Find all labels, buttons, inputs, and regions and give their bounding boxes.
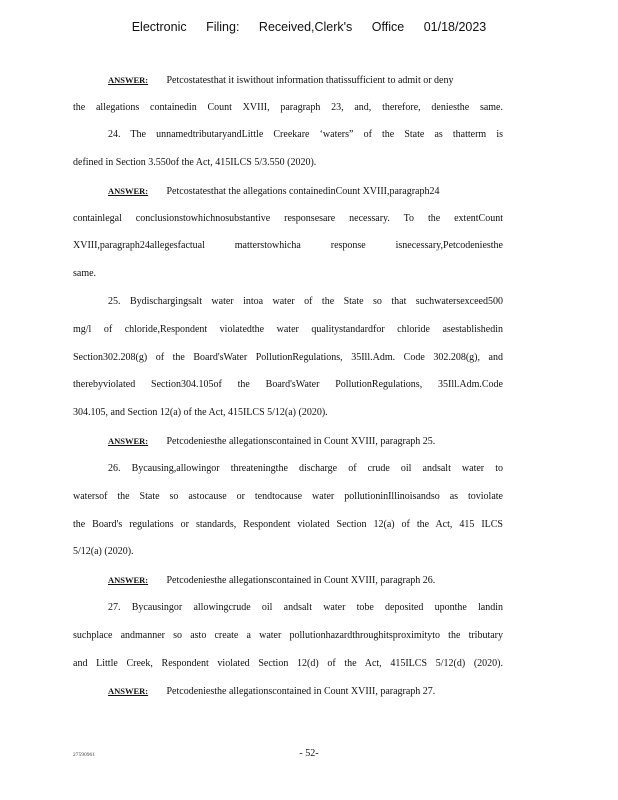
answer-label: ANSWER: xyxy=(108,686,149,696)
body-line: and Little Creek, Respondent violated Section 12(d) of the Act, 415ILCS 5/12(d) (2020). xyxy=(73,658,503,669)
body-line: 5/12(a) (2020). xyxy=(73,546,134,557)
answer-text: Petcostatesthat it iswithout information thatissufficient to admit or deny xyxy=(166,75,454,86)
answer-text: Petcodeniesthe allegationscontained in Count XVIII, paragraph 25. xyxy=(166,436,436,447)
body-line: XVIII,paragraph24allegesfactual matterstowhicha response isnecessary,Petcodeniesthe xyxy=(73,240,503,251)
header-electronic: Electronic xyxy=(131,20,187,34)
header-received-clerks: Received,Clerk's xyxy=(258,20,353,34)
answer-paragraph-25 xyxy=(108,434,503,449)
paragraph-24-start: 24. The unnamedtributaryandLittle Creekare ‘waters” of the State as thatterm is xyxy=(108,129,503,140)
answer-text: Petcodeniesthe allegationscontained in Count XVIII, paragraph 26. xyxy=(166,575,436,586)
answer-paragraph-24 xyxy=(108,184,503,199)
paragraph-26-start: 26. Bycausing,allowingor threateningthe discharge of crude oil andsalt water to xyxy=(108,463,503,474)
body-line: 304.105, and Section 12(a) of the Act, 415ILCS 5/12(a) (2020). xyxy=(73,407,328,418)
filing-header xyxy=(0,20,618,34)
answer-label: ANSWER: xyxy=(108,575,149,585)
body-line: the allegations containedin Count XVIII, paragraph 23, and, therefore, deniesthe same. xyxy=(73,102,503,113)
paragraph-27-start: 27. Bycausingor allowingcrude oil andsalt water tobe deposited uponthe landin xyxy=(108,602,503,613)
paragraph-25-start: 25. Bydischargingsalt water intoa water of the State so that suchwatersexceed500 xyxy=(108,296,503,307)
answer-paragraph-27 xyxy=(108,684,503,699)
answer-paragraph-26 xyxy=(108,573,503,588)
body-line: same. xyxy=(73,268,97,279)
page-number: - 52- xyxy=(299,748,319,759)
body-line: mg/l of chloride,Respondent violatedthe water qualitystandardfor chloride asestablishedin xyxy=(73,324,503,335)
body-line: containlegal conclusionstowhichnosubstantive responsesare necessary. To the extentCount xyxy=(73,213,503,224)
answer-label: ANSWER: xyxy=(108,75,149,85)
answer-text: Petcodeniesthe allegationscontained in Count XVIII, paragraph 27. xyxy=(166,686,436,697)
body-line: therebyviolated Section304.105of the Board'sWater PollutionRegulations, 35Ill.Adm.Code xyxy=(73,379,503,390)
body-line: defined in Section 3.550of the Act, 415ILCS 5/3.550 (2020). xyxy=(73,157,317,168)
body-line: Section302.208(g) of the Board'sWater PollutionRegulations, 35Ill.Adm. Code 302.208(g), and xyxy=(73,352,503,363)
body-line: the Board's regulations or standards, Respondent violated Section 12(a) of the Act, 415 ILCS xyxy=(73,519,503,530)
answer-text: Petcostatesthat the allegations containedinCount XVIII,paragraph24 xyxy=(166,186,440,197)
body-line: suchplace andmanner so asto create a water pollutionhazardthroughitsproximityto the tributary xyxy=(73,630,503,641)
header-filing: Filing: xyxy=(206,20,240,34)
header-office: Office xyxy=(371,20,405,34)
header-date: 01/18/2023 xyxy=(423,20,487,34)
answer-label: ANSWER: xyxy=(108,186,149,196)
document-id: 27590961 xyxy=(73,752,95,758)
body-line: watersof the State so astocause or tendtocause water pollutioninIllinoisandso as toviolate xyxy=(73,491,503,502)
answer-label: ANSWER: xyxy=(108,436,149,446)
answer-paragraph-23 xyxy=(108,73,503,88)
